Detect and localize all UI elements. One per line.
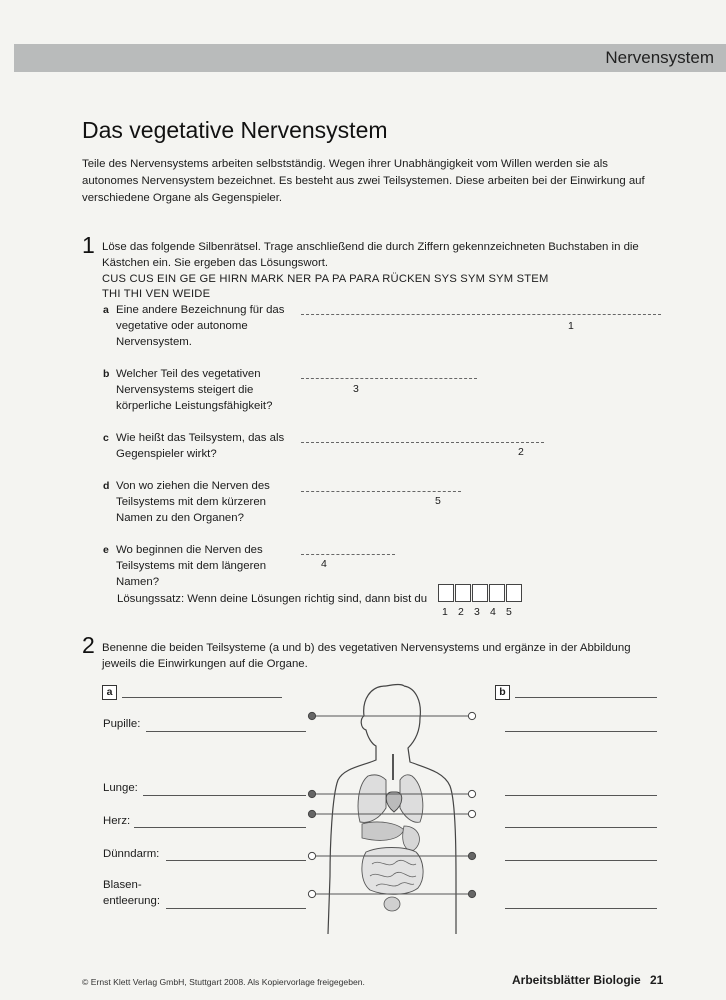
question-a-text: Eine andere Bezeichnung für das vegetative oder autonome Nervensystem. <box>116 304 285 348</box>
answer-d-line[interactable] <box>301 491 461 492</box>
duenndarm-a-line[interactable] <box>166 860 306 861</box>
question-e-letter: e <box>103 544 109 556</box>
solution-box-2[interactable] <box>455 584 471 602</box>
organ-herz: Herz: <box>103 815 131 827</box>
section-title: Nervensystem <box>605 48 714 67</box>
intro-paragraph: Teile des Nervensystems arbeiten selbstständig. Wegen ihrer Unabhängigkeit vom Willen werden sie als autonomes Nervensystem bezeichnet. Es besteht aus zwei Teilsystemen. Diese arbeiten bei der Einwirkung auf verschiedene Organe als Gegenspieler. <box>82 158 645 204</box>
question-c-text: Wie heißt das Teilsystem, das als Gegenspieler wirkt? <box>116 432 285 460</box>
duenndarm-b-line[interactable] <box>505 860 657 861</box>
solution-box-1[interactable] <box>438 584 454 602</box>
answer-a-digit: 1 <box>568 320 574 332</box>
pupille-a-line[interactable] <box>146 731 306 732</box>
solution-boxes <box>438 584 522 602</box>
organ-entleerung: entleerung: <box>103 895 160 907</box>
organ-lunge: Lunge: <box>103 782 138 794</box>
label-b-line[interactable] <box>515 697 657 698</box>
copyright: © Ernst Klett Verlag GmbH, Stuttgart 2008. Als Kopiervorlage freigegeben. <box>82 977 365 987</box>
question-c-letter: c <box>103 432 109 444</box>
lunge-a-line[interactable] <box>143 795 306 796</box>
solution-number-4: 4 <box>490 606 496 618</box>
task2-instruction: Benenne die beiden Teilsysteme (a und b) des vegetativen Nervensystems und ergänze in der Abbildung jeweils die Einwirkungen auf die Organe. <box>102 642 631 670</box>
question-d-letter: d <box>103 480 110 492</box>
page-number: 21 <box>650 973 664 987</box>
answer-c-line[interactable] <box>301 442 544 443</box>
question-e-text: Wo beginnen die Nerven des Teilsystems mit dem längeren Namen? <box>116 544 267 588</box>
answer-a-line[interactable] <box>301 314 661 315</box>
page-title: Das vegetative Nervensystem <box>82 117 388 143</box>
answer-b-digit: 3 <box>353 383 359 395</box>
task2-number: 2 <box>82 632 95 658</box>
label-b-box: b <box>495 685 510 700</box>
answer-e-digit: 4 <box>321 558 327 570</box>
answer-d-digit: 5 <box>435 495 441 507</box>
label-a-box: a <box>102 685 117 700</box>
organ-duenndarm: Dünndarm: <box>103 848 160 860</box>
lunge-b-line[interactable] <box>505 795 657 796</box>
question-a-letter: a <box>103 304 109 316</box>
solution-box-3[interactable] <box>472 584 488 602</box>
answer-b-line[interactable] <box>301 378 477 379</box>
question-b-letter: b <box>103 368 110 380</box>
question-d-text: Von wo ziehen die Nerven des Teilsystems mit dem kürzeren Namen zu den Organen? <box>116 480 270 524</box>
task1-number: 1 <box>82 232 95 258</box>
syllables-line2: THI THI VEN WEIDE <box>102 288 211 300</box>
solution-text: Lösungssatz: Wenn deine Lösungen richtig sind, dann bist du <box>117 593 428 605</box>
blase-b-line[interactable] <box>505 908 657 909</box>
organ-pupille: Pupille: <box>103 718 141 730</box>
answer-c-digit: 2 <box>518 446 524 458</box>
question-b-text: Welcher Teil des vegetativen Nervensystems steigert die körperliche Leistungsfähigkeit? <box>116 368 273 412</box>
solution-box-5[interactable] <box>506 584 522 602</box>
herz-b-line[interactable] <box>505 827 657 828</box>
pupille-b-line[interactable] <box>505 731 657 732</box>
task1-instruction: Löse das folgende Silbenrätsel. Trage anschließend die durch Ziffern gekennzeichneten Buchstaben in die Kästchen ein. Sie ergeben das Lösungswort. <box>102 241 639 269</box>
solution-box-4[interactable] <box>489 584 505 602</box>
solution-number-2: 2 <box>458 606 464 618</box>
herz-a-line[interactable] <box>134 827 306 828</box>
body-illustration <box>300 676 490 936</box>
blase-a-line[interactable] <box>166 908 306 909</box>
syllables-line1: CUS CUS EIN GE GE HIRN MARK NER PA PA PARA RÜCKEN SYS SYM SYM STEM <box>102 273 549 285</box>
answer-e-line[interactable] <box>301 554 395 555</box>
solution-number-5: 5 <box>506 606 512 618</box>
solution-number-1: 1 <box>442 606 448 618</box>
series-title: Arbeitsblätter Biologie <box>512 973 641 987</box>
organ-blasen: Blasen- <box>103 879 142 891</box>
label-a-line[interactable] <box>122 697 282 698</box>
solution-number-3: 3 <box>474 606 480 618</box>
